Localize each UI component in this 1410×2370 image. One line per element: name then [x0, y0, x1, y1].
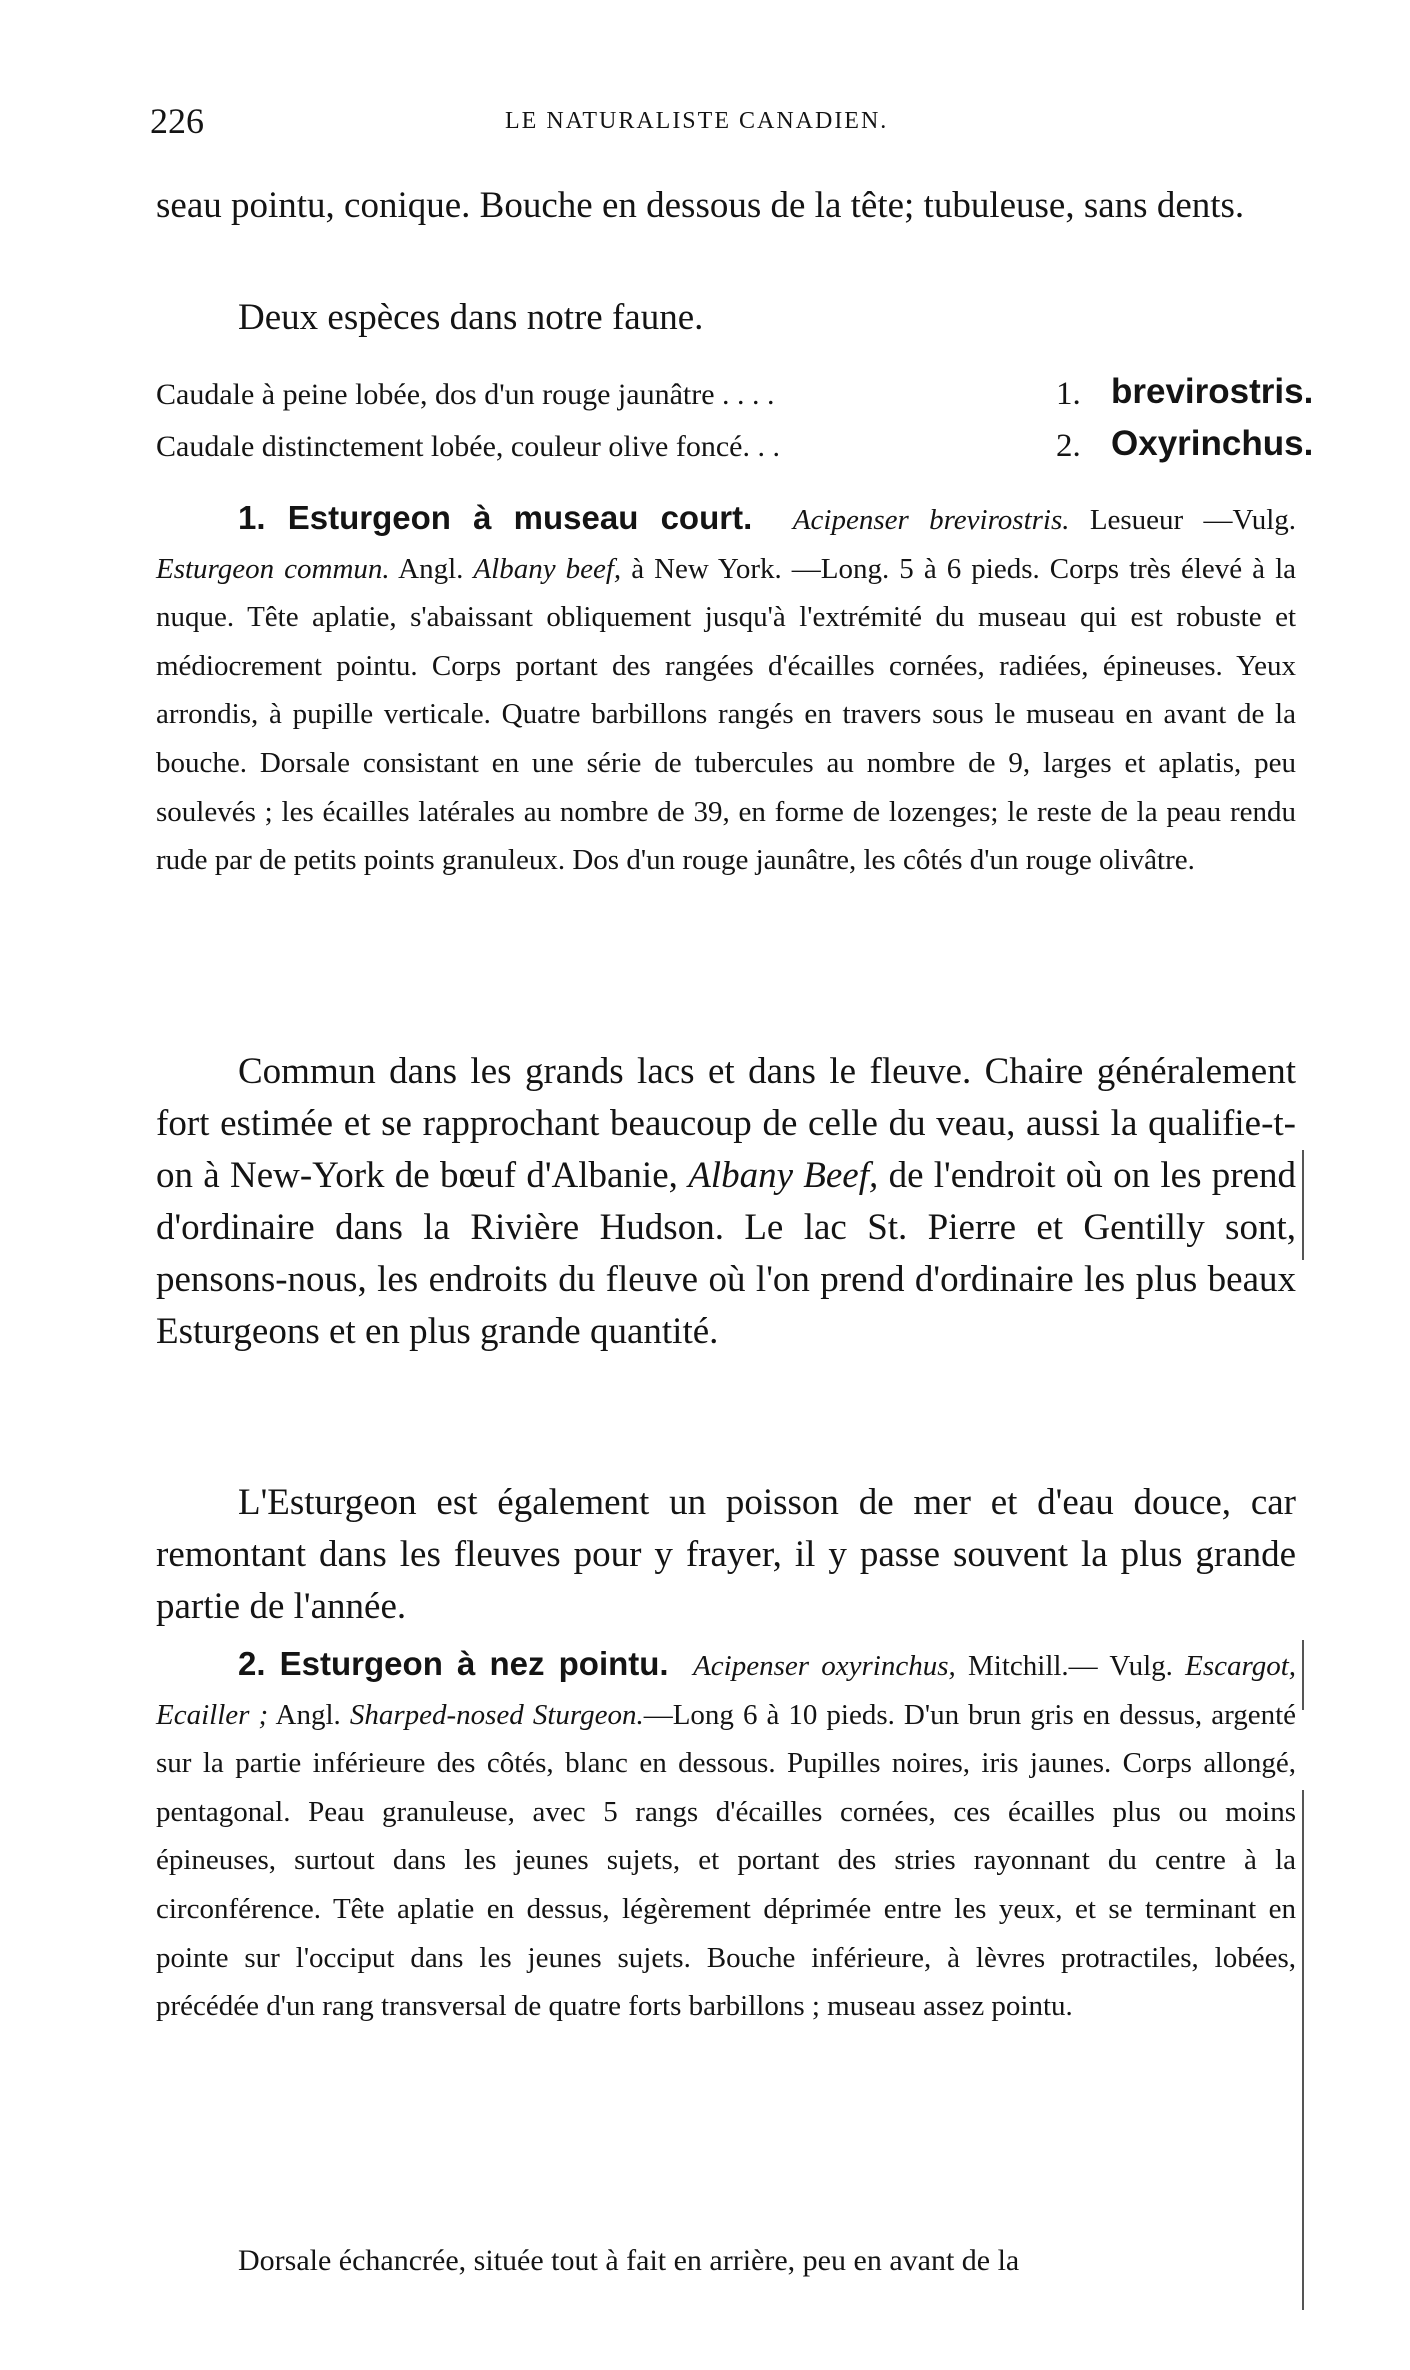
species-1-remarks [156, 1046, 1296, 1358]
margin-rule [1302, 1640, 1304, 1710]
species-2-text: Angl. [275, 1698, 341, 1731]
running-title: LE NATURALISTE CANADIEN. [505, 108, 889, 134]
key-number: 2. [1056, 428, 1081, 464]
species-1-remarks-2: L'Esturgeon est également un poisson de mer et d'eau douce, car remontant dans les fleuves pour y frayer, il y passe souvent la plus grande partie de l'année. [156, 1482, 1296, 1627]
species-1-heading: 1. Esturgeon à museau court. [238, 499, 753, 536]
key-description: Caudale à peine lobée, dos d'un rouge jaunâtre . . . . [156, 378, 775, 411]
species-2-english-name: Sharped-nosed Sturgeon. [349, 1698, 644, 1731]
remarks-text: de l'endroit où on les prend d'ordinaire dans la Rivière Hudson. Le lac St. Pierre et Gentilly sont, pensons-nous, les endroits du fleuve où l'on prend d'ordinaire les plus beaux Esturgeons et en plus grande quantité. [156, 1155, 1297, 1352]
key-species: brevirostris. [1111, 372, 1314, 411]
key-line [156, 372, 1314, 416]
key-species: Oxyrinchus. [1111, 424, 1314, 463]
species-2-description [156, 1640, 1296, 2031]
key-description: Caudale distinctement lobée, couleur olive foncé. . . [156, 430, 780, 463]
intro-paragraph: seau pointu, conique. Bouche en dessous de la tête; tubuleuse, sans dents. [156, 185, 1245, 226]
species-1-body: à New York. —Long. 5 à 6 pieds. Corps très élevé à la nuque. Tête aplatie, s'abaissant obliquement jusqu'à l'extrémité du museau qui est robuste et médiocrement pointu. Corps portant des rangées d'écailles cornées, radiées, épineuses. Yeux arrondis, à pupille verticale. Quatre barbillons rangés en travers sous le museau en avant de la bouche. Dorsale consistant en une série de tubercules au nombre de 9, larges et aplatis, peu soulevés ; les écailles latérales au nombre de 39, en forme de lozenges; le reste de la peau rendu rude par de petits points granuleux. Dos d'un rouge jaunâtre, les côtés d'un rouge olivâtre. [156, 552, 1297, 877]
key-line [156, 424, 1314, 468]
species-2-body: —Long 6 à 10 pieds. D'un brun gris en dessus, argenté sur la partie inférieure des côtés, blanc en dessous. Pupilles noires, iris jaunes. Corps allongé, pentagonal. Peau granuleuse, avec 5 rangs d'écailles cornées, ces écailles plus ou moins épineuses, surtout dans les jeunes sujets, et portant des stries rayonnant du centre à la circonférence. Tête aplatie en dessus, légèrement déprimée entre les yeux, et se terminant en pointe sur l'occiput dans les jeunes sujets. Bouche inférieure, à lèvres protractiles, lobées, précédée d'un rang transversal de quatre forts barbillons ; museau assez pointu. [156, 1698, 1297, 2023]
species-2-latin: Acipenser oxyrinchus, [693, 1650, 956, 1682]
page-number: 226 [150, 101, 204, 141]
species-1-text: Angl. [398, 552, 464, 585]
species-1-description [156, 494, 1296, 885]
species-1-vulgar-name: Esturgeon commun. [156, 552, 390, 585]
margin-rule [1302, 1150, 1304, 1260]
margin-rule [1302, 1790, 1304, 2310]
species-2-text: Mitchill.— Vulg. [967, 1650, 1173, 1682]
species-2-heading: 2. Esturgeon à nez pointu. [238, 1645, 669, 1682]
species-2-vulgar-name: Escargot, Ecailler ; [156, 1650, 1297, 1731]
remarks-italic: Albany Beef, [688, 1155, 879, 1196]
species-1-text: Lesueur —Vulg. [1089, 504, 1297, 536]
page-header [150, 100, 1300, 150]
last-line: Dorsale échancrée, située tout à fait en arrière, peu en avant de la [238, 2244, 1020, 2277]
key-number: 1. [1056, 376, 1081, 412]
species-1-english-name: Albany beef, [473, 552, 622, 585]
species-1-latin: Acipenser brevirostris. [792, 504, 1070, 536]
remarks-text: Commun dans les grands lacs et dans le fleuve. Chaire généralement fort estimée et se rapprochant beaucoup de celle du veau, aussi la qualifie-t-on à New-York de bœuf d'Albanie, [156, 1051, 1296, 1196]
species-count: Deux espèces dans notre faune. [238, 297, 704, 338]
